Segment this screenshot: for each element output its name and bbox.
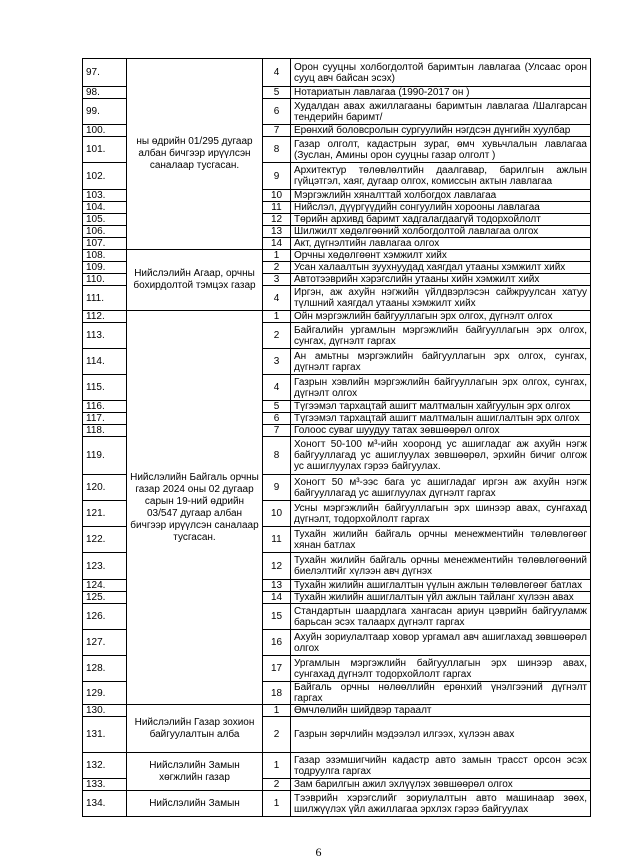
service-description: Усны мэргэжлийн байгууллагын эрх шинээр авах, сунгахад дүгнэлт, тодорхойлолт гаргах — [291, 501, 591, 527]
sub-number: 4 — [263, 59, 291, 87]
organization-cell: Нийслэлийн Замын — [127, 791, 263, 817]
sub-number: 8 — [263, 437, 291, 475]
organization-cell: Нийслэлийн Газар зохион байгуулалтын алба — [127, 705, 263, 753]
service-description: Ойн мэргэжлийн байгууллагын эрх олгох, дүгнэлт олгох — [291, 311, 591, 323]
sub-number: 2 — [263, 323, 291, 349]
sub-number: 2 — [263, 779, 291, 791]
row-number: 117. — [83, 413, 127, 425]
row-number: 130. — [83, 705, 127, 717]
service-description: Усан халаалтын зуухнуудад хаягдал утааны хэмжилт хийх — [291, 262, 591, 274]
sub-number: 14 — [263, 238, 291, 250]
sub-number: 7 — [263, 125, 291, 137]
service-description: Түгээмэл тархацтай ашигт малтмалын ашиглалтын эрх олгох — [291, 413, 591, 425]
service-description: Стандартын шаардлага хангасан ариун цэврийн байгууламж барьсан эсэх талаарх дүгнэлт гаргах — [291, 604, 591, 630]
sub-number: 4 — [263, 375, 291, 401]
sub-number: 11 — [263, 527, 291, 553]
sub-number: 5 — [263, 401, 291, 413]
service-description: Иргэн, аж ахуйн нэгжийн үйлдвэрлэсэн сайжруулсан хатуу түлшний хаягдал утааны хэмжилт хийх — [291, 286, 591, 311]
organization-cell: Нийслэлийн Замын хөгжлийн газар — [127, 753, 263, 791]
row-number: 99. — [83, 99, 127, 125]
sub-number: 3 — [263, 349, 291, 375]
service-description: Нийслэл, дүүргүүдийн сонгуулийн хорооны лавлагаа — [291, 202, 591, 214]
service-description: Ан амьтны мэргэжлийн байгууллагын эрх олгох, сунгах, дүгнэлт гаргах — [291, 349, 591, 375]
sub-number: 2 — [263, 717, 291, 753]
row-number: 121. — [83, 501, 127, 527]
row-number: 107. — [83, 238, 127, 250]
service-description: Түгээмэл тархацтай ашигт малтмалын хайгуулын эрх олгох — [291, 401, 591, 413]
table-row — [83, 791, 591, 817]
sub-number: 10 — [263, 190, 291, 202]
row-number: 118. — [83, 425, 127, 437]
sub-number: 11 — [263, 202, 291, 214]
service-description: Хоногт 50 м³-ээс бага ус ашигладаг иргэн аж ахуйн нэгж байгууллагад ус ашиглуулах дүгнэлт гаргах — [291, 475, 591, 501]
sub-number: 13 — [263, 226, 291, 238]
service-description: Мэргэжлийн хяналттай холбогдох лавлагаа — [291, 190, 591, 202]
row-number: 128. — [83, 656, 127, 682]
service-description: Худалдан авах ажиллагааны баримтын лавлагаа /Шалгарсан тендерийн баримт/ — [291, 99, 591, 125]
sub-number: 16 — [263, 630, 291, 656]
sub-number: 1 — [263, 705, 291, 717]
row-number: 106. — [83, 226, 127, 238]
service-description: Газрын зөрчлийн мэдээлэл илгээх, хүлээн авах — [291, 717, 591, 753]
service-description: Ерөнхий боловсролын сургуулийн нэгдсэн дүнгийн хуулбар — [291, 125, 591, 137]
row-number: 132. — [83, 753, 127, 779]
page-number: 6 — [315, 845, 322, 859]
row-number: 131. — [83, 717, 127, 753]
organization-cell: Нийслэлийн Байгаль орчны газар 2024 оны 02 дугаар сарын 19-ний өдрийн 03/547 дугаар албан бичгээр ирүүлсэн саналаар тусгасан. — [127, 311, 263, 705]
service-description: Шилжилт хөдөлгөөний холбогдолтой лавлагаа олгох — [291, 226, 591, 238]
row-number: 123. — [83, 553, 127, 580]
sub-number: 4 — [263, 286, 291, 311]
row-number: 109. — [83, 262, 127, 274]
row-number: 110. — [83, 274, 127, 286]
sub-number: 1 — [263, 791, 291, 817]
row-number: 103. — [83, 190, 127, 202]
row-number: 108. — [83, 250, 127, 262]
sub-number: 8 — [263, 137, 291, 163]
service-description: Голоос суваг шуудуу татах зөвшөөрөл олгох — [291, 425, 591, 437]
service-description: Орон сууцны холбогдолтой баримтын лавлагаа (Улсаас орон сууц авч байсан эсэх) — [291, 59, 591, 87]
row-number: 105. — [83, 214, 127, 226]
service-description: Тухайн жилийн ашиглалтын үүлын ажлын төлөвлөгөөг батлах — [291, 580, 591, 592]
row-number: 113. — [83, 323, 127, 349]
sub-number: 12 — [263, 214, 291, 226]
sub-number: 13 — [263, 580, 291, 592]
service-description: Газар эзэмшигчийн кадастр авто замын трасст орсон эсэх тодруулга гаргах — [291, 753, 591, 779]
service-description: Байгалийн ургамлын мэргэжлийн байгууллагын эрх олгох, сунгах, дүгнэлт гаргах — [291, 323, 591, 349]
row-number: 115. — [83, 375, 127, 401]
row-number: 97. — [83, 59, 127, 87]
table-row — [83, 753, 591, 779]
service-description: Байгаль орчны нөлөөллийн ерөнхий үнэлгээний дүгнэлт гаргах — [291, 682, 591, 705]
service-description: Тухайн жилийн ашиглалтын үйл ажлын тайланг хүлээн авах — [291, 592, 591, 604]
sub-number: 14 — [263, 592, 291, 604]
row-number: 112. — [83, 311, 127, 323]
service-description: Ургамлын мэргэжлийн байгууллагын эрх шинээр авах, сунгахад дүгнэлт тодорхойлолт гаргах — [291, 656, 591, 682]
row-number: 119. — [83, 437, 127, 475]
sub-number: 3 — [263, 274, 291, 286]
service-description: Тухайн жилийн байгаль орчны менежментийн төлөвлөгөөний биелэлтийг хүлээн авч дүгнэх — [291, 553, 591, 580]
row-number: 116. — [83, 401, 127, 413]
service-description: Өмчлөлийн шийдвэр тараалт — [291, 705, 591, 717]
row-number: 124. — [83, 580, 127, 592]
service-description: Ахуйн зориулалтаар ховор ургамал авч ашиглахад зөвшөөрөл олгох — [291, 630, 591, 656]
row-number: 133. — [83, 779, 127, 791]
row-number: 125. — [83, 592, 127, 604]
sub-number: 12 — [263, 553, 291, 580]
service-description: Нотариатын лавлагаа (1990-2017 он ) — [291, 87, 591, 99]
service-description: Зам барилгын ажил эхлүүлэх зөвшөөрөл олгох — [291, 779, 591, 791]
row-number: 101. — [83, 137, 127, 163]
row-number: 126. — [83, 604, 127, 630]
table-row — [83, 311, 591, 323]
service-description: Газар олголт, кадастрын зураг, өмч хувьчлалын лавлагаа (Зуслан, Амины орон сууцны газар олголт ) — [291, 137, 591, 163]
table-row — [83, 705, 591, 717]
table-row — [83, 250, 591, 262]
sub-number: 9 — [263, 475, 291, 501]
row-number: 127. — [83, 630, 127, 656]
row-number: 134. — [83, 791, 127, 817]
row-number: 100. — [83, 125, 127, 137]
service-description: Орчны хөдөлгөөнт хэмжилт хийх — [291, 250, 591, 262]
sub-number: 10 — [263, 501, 291, 527]
services-table — [82, 58, 591, 817]
sub-number: 9 — [263, 163, 291, 190]
row-number: 122. — [83, 527, 127, 553]
service-description: Архитектур төлөвлөлтийн даалгавар, барилгын ажлын гүйцэтгэл, хаяг, дугаар олгох, комиссын актын лавлагаа — [291, 163, 591, 190]
sub-number: 17 — [263, 656, 291, 682]
organization-cell: Нийслэлийн Агаар, орчны бохирдолтой тэмцэх газар — [127, 250, 263, 311]
sub-number: 6 — [263, 99, 291, 125]
table-row — [83, 59, 591, 87]
sub-number: 15 — [263, 604, 291, 630]
service-description: Автотээврийн хэрэгслийн утааны хийн хэмжилт хийх — [291, 274, 591, 286]
sub-number: 2 — [263, 262, 291, 274]
row-number: 129. — [83, 682, 127, 705]
service-description: Хоногт 50-100 м³-ийн хооронд ус ашигладаг аж ахуйн нэгж байгууллагад ус ашиглуулах зөвшөөрөл, эрхийн бичиг олгож ус ашиглуулах гэрээ байгуулах. — [291, 437, 591, 475]
row-number: 104. — [83, 202, 127, 214]
row-number: 114. — [83, 349, 127, 375]
services-table-body — [83, 59, 591, 817]
service-description: Төрийн архивд баримт хадгалагдаагүй тодорхойлолт — [291, 214, 591, 226]
sub-number: 1 — [263, 311, 291, 323]
organization-cell: ны өдрийн 01/295 дугаар албан бичгээр ирүүлсэн саналаар тусгасан. — [127, 59, 263, 250]
row-number: 102. — [83, 163, 127, 190]
service-description: Акт, дүгнэлтийн лавлагаа олгох — [291, 238, 591, 250]
service-description: Тухайн жилийн байгаль орчны менежментийн төлөвлөгөөг хянан батлах — [291, 527, 591, 553]
service-description: Газрын хэвлийн мэргэжлийн байгууллагын эрх олгох, сунгах, дүгнэлт олгох — [291, 375, 591, 401]
sub-number: 6 — [263, 413, 291, 425]
row-number: 111. — [83, 286, 127, 311]
service-description: Тээврийн хэрэгслийг зориулалтын авто машинаар зөөх, шилжүүлэх үйл ажиллагаа эрхлэх гэрээ байгуулах — [291, 791, 591, 817]
sub-number: 1 — [263, 250, 291, 262]
sub-number: 1 — [263, 753, 291, 779]
sub-number: 7 — [263, 425, 291, 437]
sub-number: 18 — [263, 682, 291, 705]
row-number: 120. — [83, 475, 127, 501]
sub-number: 5 — [263, 87, 291, 99]
row-number: 98. — [83, 87, 127, 99]
